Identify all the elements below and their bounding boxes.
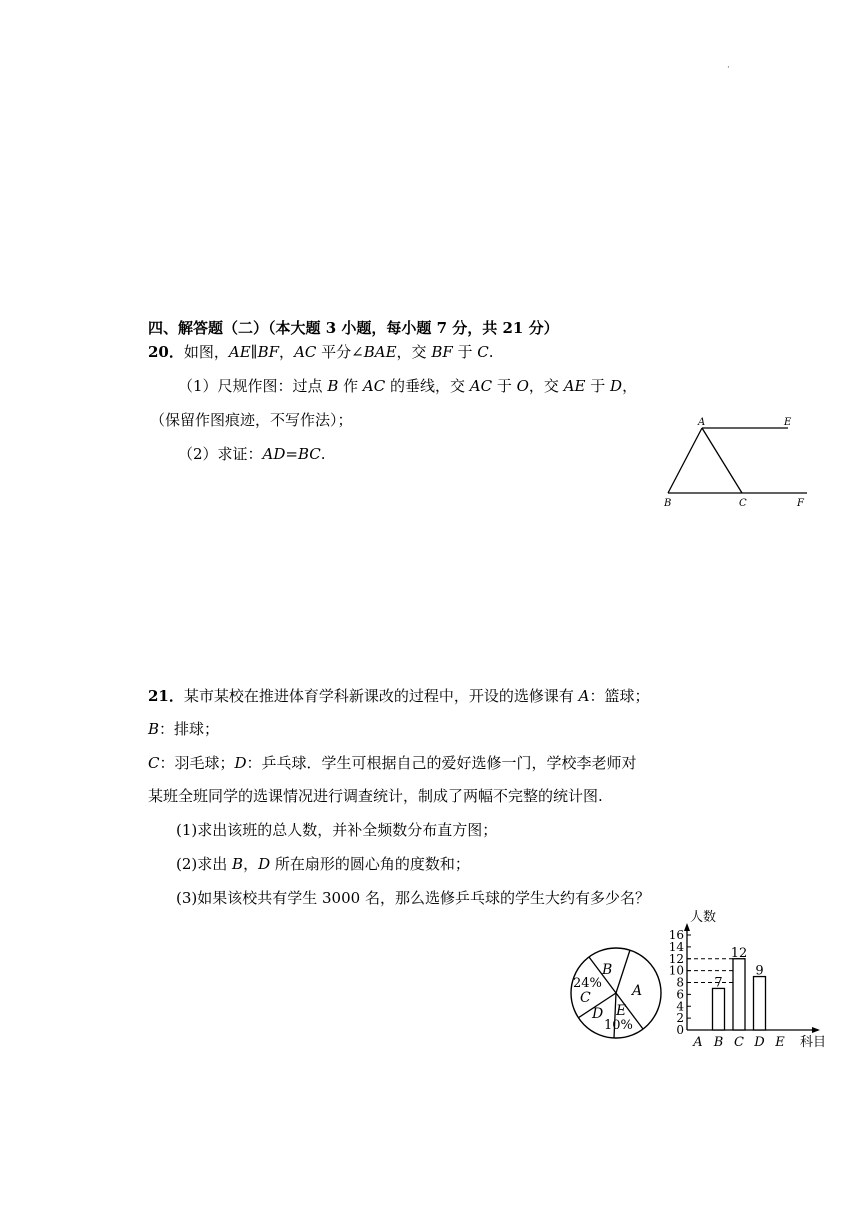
q21-math: D <box>234 754 247 772</box>
y-tick-label: 10 <box>668 963 684 978</box>
q20-text: 作 <box>338 377 363 395</box>
q20-math: C <box>477 343 489 361</box>
q21-math: B <box>232 855 244 873</box>
q21-math: D <box>258 855 271 873</box>
q20-math: B <box>327 377 339 395</box>
q20-text: . <box>320 445 326 463</box>
q21-line1 <box>148 686 650 706</box>
q20-math: AD=BC <box>262 445 321 463</box>
segment-ab <box>668 428 702 493</box>
q21-sub3: (3)如果该校共有学生 3000 名，那么选修乒乓球的学生大约有多少名？ <box>176 889 650 907</box>
q20-text: 于 <box>452 343 478 361</box>
bar-value-label: 7 <box>714 975 723 991</box>
y-tick-label: 14 <box>668 939 684 954</box>
pie-pct-c: 24% <box>573 976 602 991</box>
q21-text: ：篮球； <box>589 687 650 705</box>
q21-line2 <box>148 719 219 739</box>
q20-number: 20． <box>148 343 184 361</box>
q20-math: AE∥BF <box>228 343 280 361</box>
pie-label-b: B <box>602 962 613 978</box>
chart-y-ticks <box>669 928 691 1037</box>
q21-text: 所在扇形的圆心角的度数和； <box>270 855 470 873</box>
y-tick-label: 6 <box>676 987 684 1002</box>
point-label-c: C <box>739 498 747 509</box>
chart-bars <box>713 946 766 1030</box>
q21-text: ：排球； <box>159 720 220 738</box>
point-label-e: E <box>784 417 792 428</box>
q20-text: 如图， <box>183 343 229 361</box>
y-tick-label: 0 <box>676 1023 684 1037</box>
y-tick-label: 16 <box>668 928 684 942</box>
q21-math: C <box>148 754 160 772</box>
q20-text: ，交 <box>528 377 564 395</box>
y-axis-label: 人数 <box>690 910 717 925</box>
q21-line4: 某班全班同学的选课情况进行调查统计，制成了两幅不完整的统计图. <box>148 787 603 805</box>
y-tick-label: 2 <box>676 1011 684 1026</box>
q20-math: BF <box>431 343 453 361</box>
chart-axes <box>684 923 820 1033</box>
bar-value-label: 12 <box>730 945 748 961</box>
corner-mark: · <box>727 63 730 73</box>
q21-sub2 <box>176 854 470 874</box>
q20-stem <box>148 342 494 362</box>
q20-text: . <box>488 343 494 361</box>
q20-math: AE <box>563 377 586 395</box>
pie-label-e: E <box>616 1003 627 1019</box>
segment-ac <box>702 428 742 493</box>
q21-text: ：羽毛球； <box>159 754 235 772</box>
q20-math: D <box>610 377 623 395</box>
q21-math: B <box>148 720 160 738</box>
bar-b <box>713 988 725 1030</box>
section-heading: 四、解答题（二）（本大题 3 小题，每小题 7 分，共 21 分） <box>148 319 559 337</box>
pie-label-c: C <box>580 990 591 1006</box>
q20-text: ，交 <box>396 343 432 361</box>
q20-math: BAE <box>363 343 397 361</box>
q20-text: 平分∠ <box>316 343 364 361</box>
x-tick-label: A <box>693 1035 703 1050</box>
q20-text: （1）尺规作图：过点 <box>178 377 328 395</box>
q20-part1-continued: （保留作图痕迹，不写作法）； <box>150 411 353 429</box>
q21-line3 <box>148 753 637 773</box>
pie-divider <box>616 950 630 993</box>
q20-text: 于 <box>585 377 611 395</box>
q21-pie-chart <box>566 943 666 1043</box>
q20-text: （2）求证： <box>178 445 263 463</box>
q20-text: 的垂线，交 <box>385 377 470 395</box>
chart-x-ticks <box>692 1035 785 1050</box>
x-axis-arrow <box>812 1027 820 1033</box>
q21-text: ：乒乓球．学生可根据自己的爱好选修一门，学校李老师对 <box>246 754 637 772</box>
q20-text: ， <box>279 343 295 361</box>
pie-pct-e: 10% <box>604 1018 633 1033</box>
q20-math: AC <box>469 377 493 395</box>
q21-number: 21． <box>148 687 184 705</box>
point-label-b: B <box>664 498 672 509</box>
y-tick-label: 12 <box>668 951 684 966</box>
q21-math: A <box>578 687 590 705</box>
q20-figure <box>655 410 820 515</box>
point-label-f: F <box>797 498 804 509</box>
q21-text: (2)求出 <box>176 855 233 873</box>
q20-text: 于 <box>492 377 517 395</box>
point-label-a: A <box>698 417 706 428</box>
bar-value-label: 9 <box>755 963 764 979</box>
q20-math: O <box>516 377 529 395</box>
pie-label-d: D <box>592 1006 604 1022</box>
bar-c <box>733 959 745 1030</box>
y-tick-label: 8 <box>676 975 684 990</box>
x-tick-label: D <box>754 1035 765 1050</box>
y-tick-label: 4 <box>676 999 684 1014</box>
pie-label-a: A <box>632 983 643 999</box>
q20-part1 <box>178 376 637 396</box>
q21-bar-chart <box>660 905 835 1053</box>
q21-sub1: (1)求出该班的总人数，并补全频数分布直方图； <box>176 821 498 839</box>
x-tick-label: E <box>775 1035 785 1050</box>
q20-text: ， <box>622 377 638 395</box>
q20-math: AC <box>294 343 317 361</box>
bar-d <box>754 977 766 1030</box>
q20-math: AC <box>362 377 386 395</box>
q20-part2 <box>178 444 326 464</box>
x-axis-label: 科目 <box>800 1035 827 1050</box>
q21-text: 某市某校在推进体育学科新课改的过程中，开设的选修课有 <box>183 687 579 705</box>
x-tick-label: B <box>713 1035 724 1050</box>
x-tick-label: C <box>734 1035 744 1050</box>
q21-text: ， <box>243 855 259 873</box>
